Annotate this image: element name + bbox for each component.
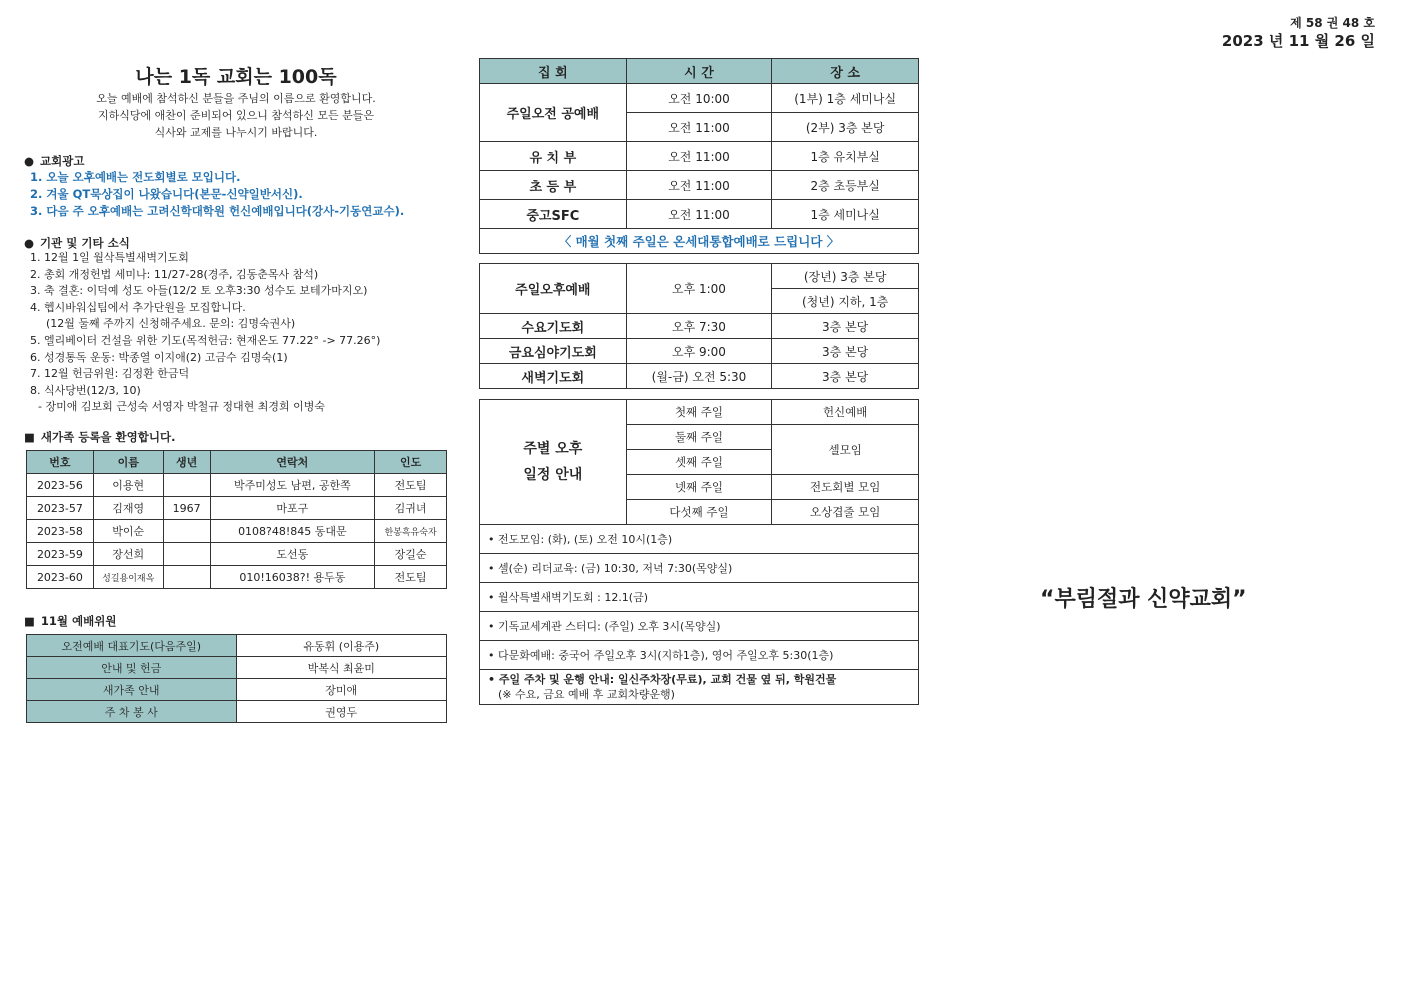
service-place: 1층 세미나실 [772, 200, 919, 229]
duty-person: 유동휘 (이용주) [236, 635, 447, 657]
table-row [480, 670, 919, 705]
duty-person: 장미애 [236, 679, 447, 701]
table-row [480, 612, 919, 641]
list-item: 6. 성경통독 운동: 박종열 이지애(2) 고금수 김명숙(1) [30, 350, 288, 364]
church-ads-list [30, 169, 404, 220]
table-cell [163, 474, 210, 497]
duty-role: 오전예배 대표기도(다음주일) [27, 635, 237, 657]
duty-role: 주 차 봉 사 [27, 701, 237, 723]
table-cell: 한봉흑유숙자 [375, 520, 447, 543]
column-header: 생년 [163, 451, 210, 474]
table-cell: 김재영 [93, 497, 163, 520]
service-place: (장년) 3층 본당 [772, 264, 919, 289]
table-row [27, 474, 447, 497]
service-name: 중고SFC [480, 200, 627, 229]
list-item: 3. 다음 주 오후예배는 고려신학대학원 헌신예배입니다(강사-기동연교수). [30, 204, 405, 218]
table-row [27, 566, 447, 589]
table-row [27, 679, 447, 701]
column-header: 장 소 [772, 59, 919, 84]
column-header: 이름 [93, 451, 163, 474]
table-row [480, 171, 919, 200]
service-place: (1부) 1층 세미나실 [772, 84, 919, 113]
table-row [480, 229, 919, 254]
table-cell: 2023-60 [27, 566, 94, 589]
table-cell: 마포구 [210, 497, 375, 520]
table-cell: 장선희 [93, 543, 163, 566]
service-time: 오전 11:00 [626, 113, 772, 142]
week-event: 헌신예배 [772, 400, 919, 425]
note-item: • 셀(순) 리더교육: (금) 10:30, 저녁 7:30(목양실) [480, 554, 919, 583]
table-row [480, 583, 919, 612]
service-name: 주일오전 공예배 [480, 84, 627, 142]
welcome-title: 나는 1독 교회는 100독 [135, 66, 337, 88]
service-place: 1층 유치부실 [772, 142, 919, 171]
table-cell: 김귀녀 [375, 497, 447, 520]
heading-text: 교회광고 [40, 154, 85, 168]
table-row [480, 554, 919, 583]
table-cell [163, 520, 210, 543]
table-cell: 이용현 [93, 474, 163, 497]
table-row [480, 339, 919, 364]
table-cell: 1967 [163, 497, 210, 520]
table-cell: 성길용이재옥 [93, 566, 163, 589]
duty-person: 권영두 [236, 701, 447, 723]
note-item: • 월삭특별새벽기도회 : 12.1(금) [480, 583, 919, 612]
service-place: (2부) 3층 본당 [772, 113, 919, 142]
service-place: 3층 본당 [772, 339, 919, 364]
list-item: 1. 12월 1일 월삭특별새벽기도회 [30, 251, 189, 264]
table-cell: 0108?48!845 동대문 [210, 520, 375, 543]
list-item: 5. 엘리베이터 건설을 위한 기도(목적헌금: 현재온도 77.22° -> 77.26°) [30, 333, 381, 347]
heading-text: 11월 예배위원 [40, 614, 117, 628]
list-item: 3. 축 결혼: 이덕예 성도 아들(12/2 토 오후3:30 성수도 보테가마지오) [30, 284, 368, 298]
service-name: 수요기도회 [480, 314, 627, 339]
table-row [480, 84, 919, 113]
service-time: 오후 1:00 [626, 264, 772, 314]
weekly-label-line: 주별 오후 [523, 441, 583, 457]
week-event: 셀모임 [772, 425, 919, 475]
weekly-label [480, 400, 627, 525]
service-name: 주일오후예배 [480, 264, 627, 314]
column-header: 시 간 [626, 59, 772, 84]
bullet-icon: ● [24, 236, 35, 250]
table-row [480, 400, 919, 425]
duty-person: 박복식 최윤미 [236, 657, 447, 679]
table-cell: 박주미성도 남편, 공한쪽 [210, 474, 375, 497]
bulletin-date: 2023 년 11 월 26 일 [1221, 32, 1375, 50]
note-item: • 다문화예배: 중국어 주일오후 3시(지하1층), 영어 주일오후 5:30(1층) [480, 641, 919, 670]
service-place: 2층 초등부실 [772, 171, 919, 200]
service-place: 3층 본당 [772, 364, 919, 389]
service-name: 초 등 부 [480, 171, 627, 200]
week-name: 다섯째 주일 [626, 500, 772, 525]
table-cell [163, 543, 210, 566]
list-item: - 장미애 김보회 근성숙 서영자 박철규 정대현 최경희 이병숙 [38, 400, 325, 414]
table-row [480, 314, 919, 339]
table-row [480, 200, 919, 229]
table-cell: 2023-58 [27, 520, 94, 543]
table-header-row [480, 59, 919, 84]
other-news-list [30, 250, 380, 416]
table-row [480, 264, 919, 289]
column-header: 번호 [27, 451, 94, 474]
table-row [27, 497, 447, 520]
duty-heading [24, 613, 116, 629]
list-item: 2. 겨울 QT묵상집이 나왔습니다(본문-신약일반서신). [30, 187, 303, 201]
week-event: 오상겹줄 모임 [772, 500, 919, 525]
table-row [27, 543, 447, 566]
table-row [480, 641, 919, 670]
service-time: 오전 11:00 [626, 200, 772, 229]
issue-number: 제 58 권 48 호 [1290, 16, 1375, 30]
service-time: 오전 11:00 [626, 171, 772, 200]
table-row [480, 364, 919, 389]
table-cell: 2023-56 [27, 474, 94, 497]
service-place: 3층 본당 [772, 314, 919, 339]
heading-text: 새가족 등록을 환영합니다. [40, 430, 176, 444]
table-row [27, 635, 447, 657]
week-name: 넷째 주일 [626, 475, 772, 500]
church-ads-heading [24, 153, 84, 169]
welcome-line: 지하식당에 애찬이 준비되어 있으니 참석하신 모든 분들은 [97, 109, 374, 122]
table-cell: 2023-57 [27, 497, 94, 520]
service-name: 유 치 부 [480, 142, 627, 171]
list-item: 7. 12월 헌금위원: 김정환 한금덕 [30, 367, 190, 381]
column-header: 인도 [375, 451, 447, 474]
service-place: (청년) 지하, 1층 [772, 289, 919, 314]
table-cell: 010!16038?! 용두동 [210, 566, 375, 589]
welcome-text [26, 90, 446, 141]
service-time: 오전 11:00 [626, 142, 772, 171]
square-bullet-icon: ■ [24, 614, 35, 628]
table-cell: 전도팀 [375, 566, 447, 589]
welcome-line: 식사와 교제를 나누시기 바랍니다. [154, 126, 318, 139]
table-cell: 장길순 [375, 543, 447, 566]
parking-note [480, 670, 919, 705]
table-cell: 전도팀 [375, 474, 447, 497]
service-time: (월-금) 오전 5:30 [626, 364, 772, 389]
sermon-title: “부림절과 신약교회” [1040, 587, 1247, 612]
week-name: 첫째 주일 [626, 400, 772, 425]
welcome-line: 오늘 예배에 참석하신 분들을 주님의 이름으로 환영합니다. [96, 92, 376, 105]
parking-line: (※ 수요, 금요 예배 후 교회차량운행) [498, 688, 675, 701]
weekly-label-line: 일정 안내 [523, 467, 583, 483]
table-row [27, 701, 447, 723]
table-header-row [27, 451, 447, 474]
new-family-table [26, 450, 447, 589]
table-cell [163, 566, 210, 589]
table-row [27, 520, 447, 543]
parking-line: • 주일 주차 및 운행 안내: 일신주차장(무료), 교회 건물 옆 뒤, 학원건물 [488, 673, 837, 686]
week-name: 둘째 주일 [626, 425, 772, 450]
column-header: 연락처 [210, 451, 375, 474]
other-services-table [479, 263, 919, 389]
duty-role: 새가족 안내 [27, 679, 237, 701]
column-header: 집 회 [480, 59, 627, 84]
worship-schedule-table [479, 58, 919, 254]
table-cell: 2023-59 [27, 543, 94, 566]
other-news-heading [24, 235, 130, 251]
heading-text: 기관 및 기타 소식 [40, 236, 130, 250]
list-item: 4. 헵시바워십팀에서 추가단원을 모집합니다. [30, 300, 246, 314]
table-cell: 박이순 [93, 520, 163, 543]
service-name: 새벽기도회 [480, 364, 627, 389]
bullet-icon: ● [24, 154, 35, 168]
service-name: 금요심야기도회 [480, 339, 627, 364]
table-row [27, 657, 447, 679]
integrated-worship-notice: 〈 매월 첫째 주일은 온세대통합예배로 드립니다 〉 [480, 229, 919, 254]
square-bullet-icon: ■ [24, 430, 35, 444]
table-row [480, 525, 919, 554]
service-time: 오후 7:30 [626, 314, 772, 339]
duty-table [26, 634, 447, 723]
list-item: 8. 식사당번(12/3, 10) [30, 383, 141, 397]
list-item: 1. 오늘 오후예배는 전도회별로 모입니다. [30, 170, 241, 184]
list-item: (12월 둘째 주까지 신청해주세요. 문의: 김명숙권사) [46, 317, 296, 331]
service-time: 오전 10:00 [626, 84, 772, 113]
note-item: • 기독교세계관 스터디: (주일) 오후 3시(목양실) [480, 612, 919, 641]
new-family-heading [24, 429, 175, 445]
table-cell: 도선동 [210, 543, 375, 566]
week-name: 셋째 주일 [626, 450, 772, 475]
service-time: 오후 9:00 [626, 339, 772, 364]
weekly-schedule-table [479, 399, 919, 705]
duty-role: 안내 및 헌금 [27, 657, 237, 679]
table-row [480, 142, 919, 171]
note-item: • 전도모임: (화), (토) 오전 10시(1층) [480, 525, 919, 554]
week-event: 전도회별 모임 [772, 475, 919, 500]
list-item: 2. 총회 개정헌법 세미나: 11/27-28(경주, 김동춘목사 참석) [30, 267, 319, 281]
